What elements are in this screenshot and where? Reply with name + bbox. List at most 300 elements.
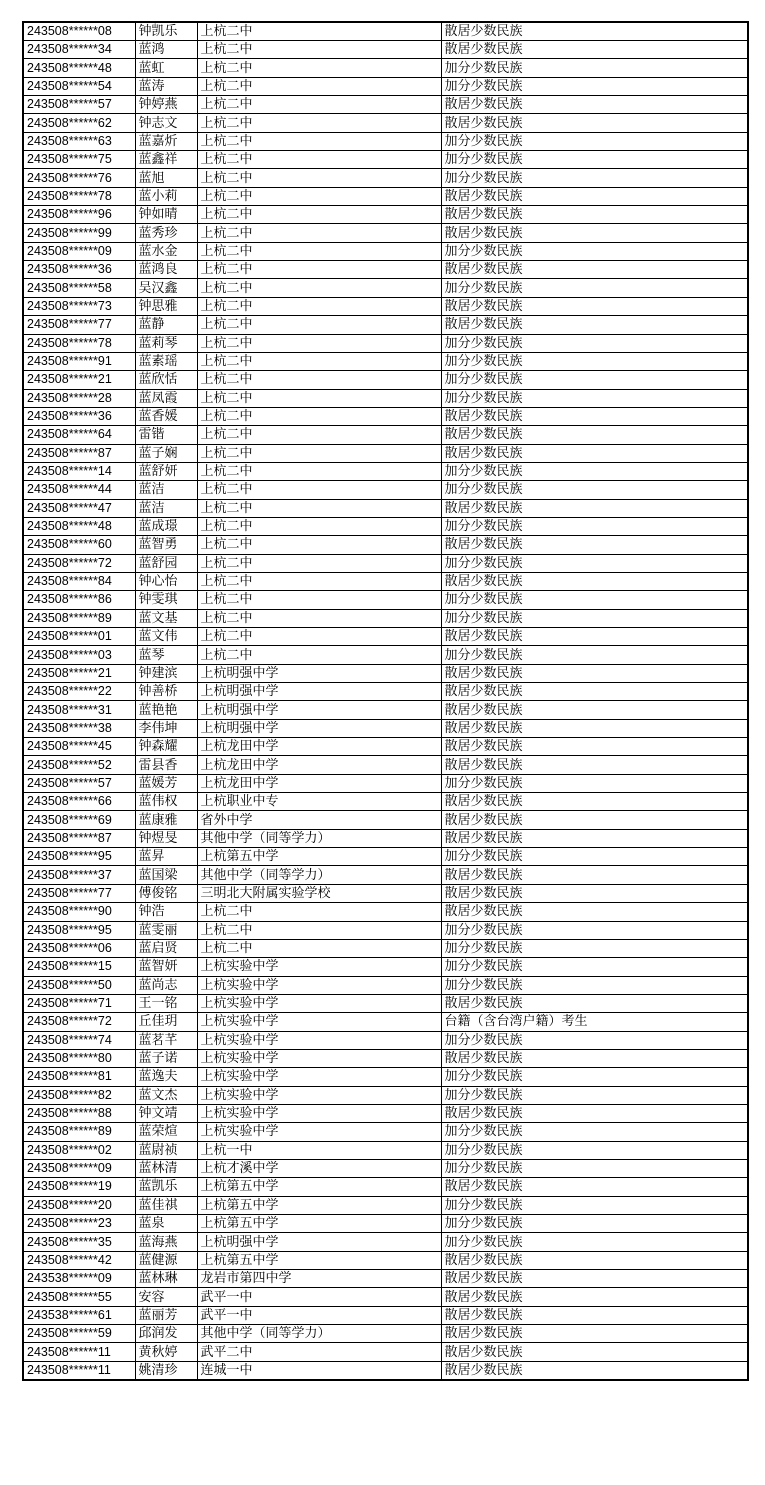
student-name-cell: 蓝国梁 [135, 866, 197, 884]
student-name-cell: 黄秋婷 [135, 1343, 197, 1361]
table-row [23, 279, 748, 297]
school-cell: 上杭二中 [197, 59, 441, 77]
table-row [23, 132, 748, 150]
category-cell: 散居少数民族 [441, 206, 748, 224]
category-cell: 散居少数民族 [441, 1288, 748, 1306]
table-row [23, 114, 748, 132]
school-cell: 上杭实验中学 [197, 1086, 441, 1104]
student-name-cell: 邱润发 [135, 1325, 197, 1343]
exam-id-cell: 243508******36 [23, 261, 135, 279]
category-cell: 加分少数民族 [441, 1086, 748, 1104]
student-name-cell: 蓝林琳 [135, 1270, 197, 1288]
table-row [23, 756, 748, 774]
table-row [23, 261, 748, 279]
table-row [23, 774, 748, 792]
school-cell: 上杭明强中学 [197, 683, 441, 701]
student-name-cell: 钟婷燕 [135, 96, 197, 114]
table-row [23, 921, 748, 939]
table-row [23, 628, 748, 646]
exam-id-cell: 243508******54 [23, 77, 135, 95]
school-cell: 上杭明强中学 [197, 664, 441, 682]
school-cell: 上杭二中 [197, 114, 441, 132]
school-cell: 省外中学 [197, 811, 441, 829]
student-name-cell: 蓝荣煊 [135, 1123, 197, 1141]
table-row [23, 517, 748, 535]
category-cell: 加分少数民族 [441, 1123, 748, 1141]
student-name-cell: 钟凯乐 [135, 22, 197, 41]
school-cell: 上杭实验中学 [197, 1104, 441, 1122]
table-row [23, 316, 748, 334]
exam-id-cell: 243508******09 [23, 242, 135, 260]
category-cell: 加分少数民族 [441, 976, 748, 994]
table-row [23, 903, 748, 921]
school-cell: 上杭二中 [197, 591, 441, 609]
school-cell: 上杭第五中学 [197, 1251, 441, 1269]
category-cell: 散居少数民族 [441, 224, 748, 242]
student-name-cell: 蓝丽芳 [135, 1306, 197, 1324]
school-cell: 上杭二中 [197, 279, 441, 297]
table-row [23, 811, 748, 829]
student-name-cell: 蓝文基 [135, 609, 197, 627]
student-name-cell: 钟如晴 [135, 206, 197, 224]
exam-id-cell: 243508******89 [23, 609, 135, 627]
school-cell: 上杭第五中学 [197, 1178, 441, 1196]
school-cell: 上杭一中 [197, 1141, 441, 1159]
school-cell: 上杭二中 [197, 242, 441, 260]
category-cell: 加分少数民族 [441, 132, 748, 150]
school-cell: 上杭二中 [197, 206, 441, 224]
school-cell: 龙岩市第四中学 [197, 1270, 441, 1288]
student-name-cell: 蓝康雅 [135, 811, 197, 829]
student-name-cell: 蓝舒园 [135, 554, 197, 572]
school-cell: 上杭二中 [197, 444, 441, 462]
exam-id-cell: 243508******47 [23, 499, 135, 517]
category-cell: 散居少数民族 [441, 187, 748, 205]
category-cell: 散居少数民族 [441, 407, 748, 425]
category-cell: 散居少数民族 [441, 994, 748, 1012]
exam-id-cell: 243508******15 [23, 958, 135, 976]
student-name-cell: 雷锴 [135, 426, 197, 444]
candidate-table-body [23, 22, 748, 1380]
table-row [23, 1013, 748, 1031]
school-cell: 上杭二中 [197, 352, 441, 370]
category-cell: 散居少数民族 [441, 1049, 748, 1067]
category-cell: 加分少数民族 [441, 59, 748, 77]
category-cell: 加分少数民族 [441, 242, 748, 260]
table-row [23, 444, 748, 462]
table-row [23, 1361, 748, 1380]
exam-id-cell: 243508******89 [23, 1123, 135, 1141]
student-name-cell: 蓝鑫祥 [135, 151, 197, 169]
category-cell: 散居少数民族 [441, 316, 748, 334]
category-cell: 加分少数民族 [441, 151, 748, 169]
student-name-cell: 钟心怡 [135, 572, 197, 590]
student-name-cell: 蓝琴 [135, 646, 197, 664]
exam-id-cell: 243508******19 [23, 1178, 135, 1196]
exam-id-cell: 243508******50 [23, 976, 135, 994]
category-cell: 加分少数民族 [441, 848, 748, 866]
school-cell: 武平一中 [197, 1306, 441, 1324]
table-row [23, 297, 748, 315]
school-cell: 上杭二中 [197, 646, 441, 664]
school-cell: 上杭二中 [197, 187, 441, 205]
student-name-cell: 蓝虹 [135, 59, 197, 77]
exam-id-cell: 243508******21 [23, 371, 135, 389]
school-cell: 上杭实验中学 [197, 1013, 441, 1031]
school-cell: 上杭二中 [197, 554, 441, 572]
school-cell: 上杭龙田中学 [197, 756, 441, 774]
school-cell: 上杭二中 [197, 939, 441, 957]
exam-id-cell: 243508******72 [23, 1013, 135, 1031]
student-name-cell: 钟善桥 [135, 683, 197, 701]
category-cell: 台籍（含台湾户籍）考生 [441, 1013, 748, 1031]
table-row [23, 976, 748, 994]
school-cell: 上杭二中 [197, 77, 441, 95]
category-cell: 加分少数民族 [441, 1031, 748, 1049]
student-name-cell: 丘佳玥 [135, 1013, 197, 1031]
school-cell: 上杭才溪中学 [197, 1159, 441, 1177]
category-cell: 加分少数民族 [441, 517, 748, 535]
exam-id-cell: 243508******91 [23, 352, 135, 370]
exam-id-cell: 243538******61 [23, 1306, 135, 1324]
student-name-cell: 蓝尉祯 [135, 1141, 197, 1159]
student-name-cell: 钟雯琪 [135, 591, 197, 609]
category-cell: 加分少数民族 [441, 352, 748, 370]
category-cell: 散居少数民族 [441, 444, 748, 462]
school-cell: 上杭明强中学 [197, 1233, 441, 1251]
table-row [23, 334, 748, 352]
category-cell: 散居少数民族 [441, 1343, 748, 1361]
student-name-cell: 钟煜旻 [135, 829, 197, 847]
student-name-cell: 钟建滨 [135, 664, 197, 682]
student-name-cell: 雷县香 [135, 756, 197, 774]
table-row [23, 683, 748, 701]
student-name-cell: 蓝欣恬 [135, 371, 197, 389]
exam-id-cell: 243508******21 [23, 664, 135, 682]
table-row [23, 1343, 748, 1361]
exam-id-cell: 243508******59 [23, 1325, 135, 1343]
student-name-cell: 蓝启贤 [135, 939, 197, 957]
category-cell: 加分少数民族 [441, 371, 748, 389]
exam-id-cell: 243508******96 [23, 206, 135, 224]
category-cell: 加分少数民族 [441, 591, 748, 609]
category-cell: 散居少数民族 [441, 1361, 748, 1380]
category-cell: 加分少数民族 [441, 169, 748, 187]
student-name-cell: 蓝素瑶 [135, 352, 197, 370]
table-row [23, 242, 748, 260]
exam-id-cell: 243508******14 [23, 462, 135, 480]
table-row [23, 352, 748, 370]
exam-id-cell: 243508******60 [23, 536, 135, 554]
school-cell: 上杭实验中学 [197, 958, 441, 976]
category-cell: 散居少数民族 [441, 701, 748, 719]
exam-id-cell: 243508******77 [23, 884, 135, 902]
category-cell: 散居少数民族 [441, 811, 748, 829]
student-name-cell: 蓝小莉 [135, 187, 197, 205]
table-row [23, 536, 748, 554]
exam-id-cell: 243508******99 [23, 224, 135, 242]
exam-id-cell: 243508******87 [23, 829, 135, 847]
school-cell: 上杭二中 [197, 572, 441, 590]
table-row [23, 1068, 748, 1086]
school-cell: 上杭二中 [197, 517, 441, 535]
table-row [23, 1049, 748, 1067]
exam-id-cell: 243508******73 [23, 297, 135, 315]
school-cell: 上杭龙田中学 [197, 738, 441, 756]
school-cell: 上杭实验中学 [197, 976, 441, 994]
category-cell: 散居少数民族 [441, 114, 748, 132]
exam-id-cell: 243508******22 [23, 683, 135, 701]
table-row [23, 41, 748, 59]
exam-id-cell: 243508******45 [23, 738, 135, 756]
student-name-cell: 蓝茗芊 [135, 1031, 197, 1049]
school-cell: 上杭二中 [197, 132, 441, 150]
exam-id-cell: 243508******78 [23, 334, 135, 352]
student-name-cell: 蓝尚志 [135, 976, 197, 994]
exam-id-cell: 243508******37 [23, 866, 135, 884]
student-name-cell: 姚清珍 [135, 1361, 197, 1380]
student-name-cell: 傅俊铭 [135, 884, 197, 902]
exam-id-cell: 243508******55 [23, 1288, 135, 1306]
school-cell: 上杭第五中学 [197, 1215, 441, 1233]
table-row [23, 591, 748, 609]
school-cell: 其他中学（同等学力） [197, 829, 441, 847]
exam-id-cell: 243508******31 [23, 701, 135, 719]
student-name-cell: 吴汉鑫 [135, 279, 197, 297]
category-cell: 加分少数民族 [441, 609, 748, 627]
category-cell: 散居少数民族 [441, 426, 748, 444]
category-cell: 散居少数民族 [441, 41, 748, 59]
school-cell: 上杭二中 [197, 609, 441, 627]
student-name-cell: 蓝艳艳 [135, 701, 197, 719]
exam-id-cell: 243508******77 [23, 316, 135, 334]
table-row [23, 1325, 748, 1343]
exam-id-cell: 243508******81 [23, 1068, 135, 1086]
category-cell: 散居少数民族 [441, 756, 748, 774]
school-cell: 上杭实验中学 [197, 1031, 441, 1049]
student-name-cell: 蓝嘉炘 [135, 132, 197, 150]
table-row [23, 151, 748, 169]
category-cell: 加分少数民族 [441, 939, 748, 957]
table-row [23, 793, 748, 811]
category-cell: 加分少数民族 [441, 921, 748, 939]
category-cell: 加分少数民族 [441, 1159, 748, 1177]
category-cell: 加分少数民族 [441, 1141, 748, 1159]
student-name-cell: 蓝洁 [135, 481, 197, 499]
school-cell: 上杭实验中学 [197, 994, 441, 1012]
student-name-cell: 蓝凯乐 [135, 1178, 197, 1196]
category-cell: 加分少数民族 [441, 279, 748, 297]
table-row [23, 187, 748, 205]
exam-id-cell: 243508******72 [23, 554, 135, 572]
exam-id-cell: 243508******52 [23, 756, 135, 774]
category-cell: 加分少数民族 [441, 334, 748, 352]
category-cell: 加分少数民族 [441, 481, 748, 499]
exam-id-cell: 243508******84 [23, 572, 135, 590]
table-row [23, 1251, 748, 1269]
exam-id-cell: 243508******20 [23, 1196, 135, 1214]
table-row [23, 1178, 748, 1196]
student-name-cell: 蓝秀珍 [135, 224, 197, 242]
category-cell: 散居少数民族 [441, 96, 748, 114]
school-cell: 上杭二中 [197, 96, 441, 114]
school-cell: 上杭二中 [197, 316, 441, 334]
school-cell: 上杭二中 [197, 921, 441, 939]
student-name-cell: 蓝昇 [135, 848, 197, 866]
exam-id-cell: 243508******78 [23, 187, 135, 205]
school-cell: 上杭二中 [197, 261, 441, 279]
table-row [23, 554, 748, 572]
student-name-cell: 蓝子娴 [135, 444, 197, 462]
student-name-cell: 蓝逸夫 [135, 1068, 197, 1086]
exam-id-cell: 243508******86 [23, 591, 135, 609]
table-row [23, 426, 748, 444]
student-name-cell: 蓝子诺 [135, 1049, 197, 1067]
school-cell: 上杭明强中学 [197, 719, 441, 737]
school-cell: 上杭二中 [197, 481, 441, 499]
candidate-table [22, 21, 749, 1381]
table-row [23, 609, 748, 627]
category-cell: 散居少数民族 [441, 738, 748, 756]
student-name-cell: 蓝鸿良 [135, 261, 197, 279]
student-name-cell: 蓝凤霞 [135, 389, 197, 407]
table-row [23, 206, 748, 224]
table-row [23, 1270, 748, 1288]
school-cell: 上杭二中 [197, 169, 441, 187]
exam-id-cell: 243508******95 [23, 848, 135, 866]
table-row [23, 1159, 748, 1177]
category-cell: 散居少数民族 [441, 572, 748, 590]
category-cell: 散居少数民族 [441, 793, 748, 811]
table-row [23, 848, 748, 866]
table-row [23, 884, 748, 902]
table-row [23, 1123, 748, 1141]
table-row [23, 719, 748, 737]
category-cell: 加分少数民族 [441, 389, 748, 407]
table-row [23, 994, 748, 1012]
exam-id-cell: 243508******42 [23, 1251, 135, 1269]
school-cell: 上杭二中 [197, 536, 441, 554]
exam-id-cell: 243538******09 [23, 1270, 135, 1288]
table-row [23, 866, 748, 884]
table-row [23, 462, 748, 480]
school-cell: 其他中学（同等学力） [197, 866, 441, 884]
student-name-cell: 蓝成璟 [135, 517, 197, 535]
category-cell: 散居少数民族 [441, 1306, 748, 1324]
table-row [23, 1196, 748, 1214]
student-name-cell: 钟文靖 [135, 1104, 197, 1122]
exam-id-cell: 243508******08 [23, 22, 135, 41]
exam-id-cell: 243508******28 [23, 389, 135, 407]
student-name-cell: 蓝香媛 [135, 407, 197, 425]
category-cell: 加分少数民族 [441, 462, 748, 480]
school-cell: 上杭实验中学 [197, 1049, 441, 1067]
category-cell: 加分少数民族 [441, 774, 748, 792]
category-cell: 加分少数民族 [441, 1233, 748, 1251]
exam-id-cell: 243508******62 [23, 114, 135, 132]
category-cell: 加分少数民族 [441, 646, 748, 664]
school-cell: 武平一中 [197, 1288, 441, 1306]
exam-id-cell: 243508******38 [23, 719, 135, 737]
student-name-cell: 蓝健源 [135, 1251, 197, 1269]
category-cell: 散居少数民族 [441, 499, 748, 517]
student-name-cell: 李伟坤 [135, 719, 197, 737]
exam-id-cell: 243508******44 [23, 481, 135, 499]
school-cell: 上杭二中 [197, 426, 441, 444]
exam-id-cell: 243508******34 [23, 41, 135, 59]
school-cell: 上杭二中 [197, 389, 441, 407]
student-name-cell: 蓝泉 [135, 1215, 197, 1233]
table-row [23, 371, 748, 389]
school-cell: 上杭实验中学 [197, 1068, 441, 1086]
category-cell: 散居少数民族 [441, 1251, 748, 1269]
school-cell: 上杭龙田中学 [197, 774, 441, 792]
table-row [23, 77, 748, 95]
school-cell: 上杭二中 [197, 903, 441, 921]
category-cell: 加分少数民族 [441, 77, 748, 95]
category-cell: 散居少数民族 [441, 1104, 748, 1122]
student-name-cell: 蓝智勇 [135, 536, 197, 554]
student-name-cell: 安容 [135, 1288, 197, 1306]
category-cell: 加分少数民族 [441, 958, 748, 976]
exam-id-cell: 243508******82 [23, 1086, 135, 1104]
exam-id-cell: 243508******69 [23, 811, 135, 829]
table-row [23, 1306, 748, 1324]
school-cell: 上杭二中 [197, 22, 441, 41]
table-row [23, 664, 748, 682]
table-row [23, 96, 748, 114]
exam-id-cell: 243508******35 [23, 1233, 135, 1251]
table-row [23, 499, 748, 517]
exam-id-cell: 243508******01 [23, 628, 135, 646]
school-cell: 其他中学（同等学力） [197, 1325, 441, 1343]
table-row [23, 1104, 748, 1122]
student-name-cell: 钟浩 [135, 903, 197, 921]
table-row [23, 701, 748, 719]
category-cell: 散居少数民族 [441, 1325, 748, 1343]
table-row [23, 958, 748, 976]
exam-id-cell: 243508******87 [23, 444, 135, 462]
exam-id-cell: 243508******23 [23, 1215, 135, 1233]
category-cell: 散居少数民族 [441, 297, 748, 315]
exam-id-cell: 243508******57 [23, 96, 135, 114]
student-name-cell: 蓝涛 [135, 77, 197, 95]
exam-id-cell: 243508******88 [23, 1104, 135, 1122]
student-name-cell: 蓝旭 [135, 169, 197, 187]
school-cell: 上杭二中 [197, 407, 441, 425]
exam-id-cell: 243508******76 [23, 169, 135, 187]
exam-id-cell: 243508******03 [23, 646, 135, 664]
table-row [23, 481, 748, 499]
exam-id-cell: 243508******57 [23, 774, 135, 792]
category-cell: 散居少数民族 [441, 1270, 748, 1288]
category-cell: 散居少数民族 [441, 664, 748, 682]
exam-id-cell: 243508******09 [23, 1159, 135, 1177]
exam-id-cell: 243508******66 [23, 793, 135, 811]
table-row [23, 407, 748, 425]
student-name-cell: 蓝洁 [135, 499, 197, 517]
exam-id-cell: 243508******48 [23, 517, 135, 535]
exam-id-cell: 243508******74 [23, 1031, 135, 1049]
table-row [23, 1288, 748, 1306]
school-cell: 上杭二中 [197, 462, 441, 480]
student-name-cell: 蓝智妍 [135, 958, 197, 976]
category-cell: 散居少数民族 [441, 628, 748, 646]
school-cell: 连城一中 [197, 1361, 441, 1380]
school-cell: 上杭二中 [197, 297, 441, 315]
exam-id-cell: 243508******11 [23, 1361, 135, 1380]
category-cell: 散居少数民族 [441, 719, 748, 737]
